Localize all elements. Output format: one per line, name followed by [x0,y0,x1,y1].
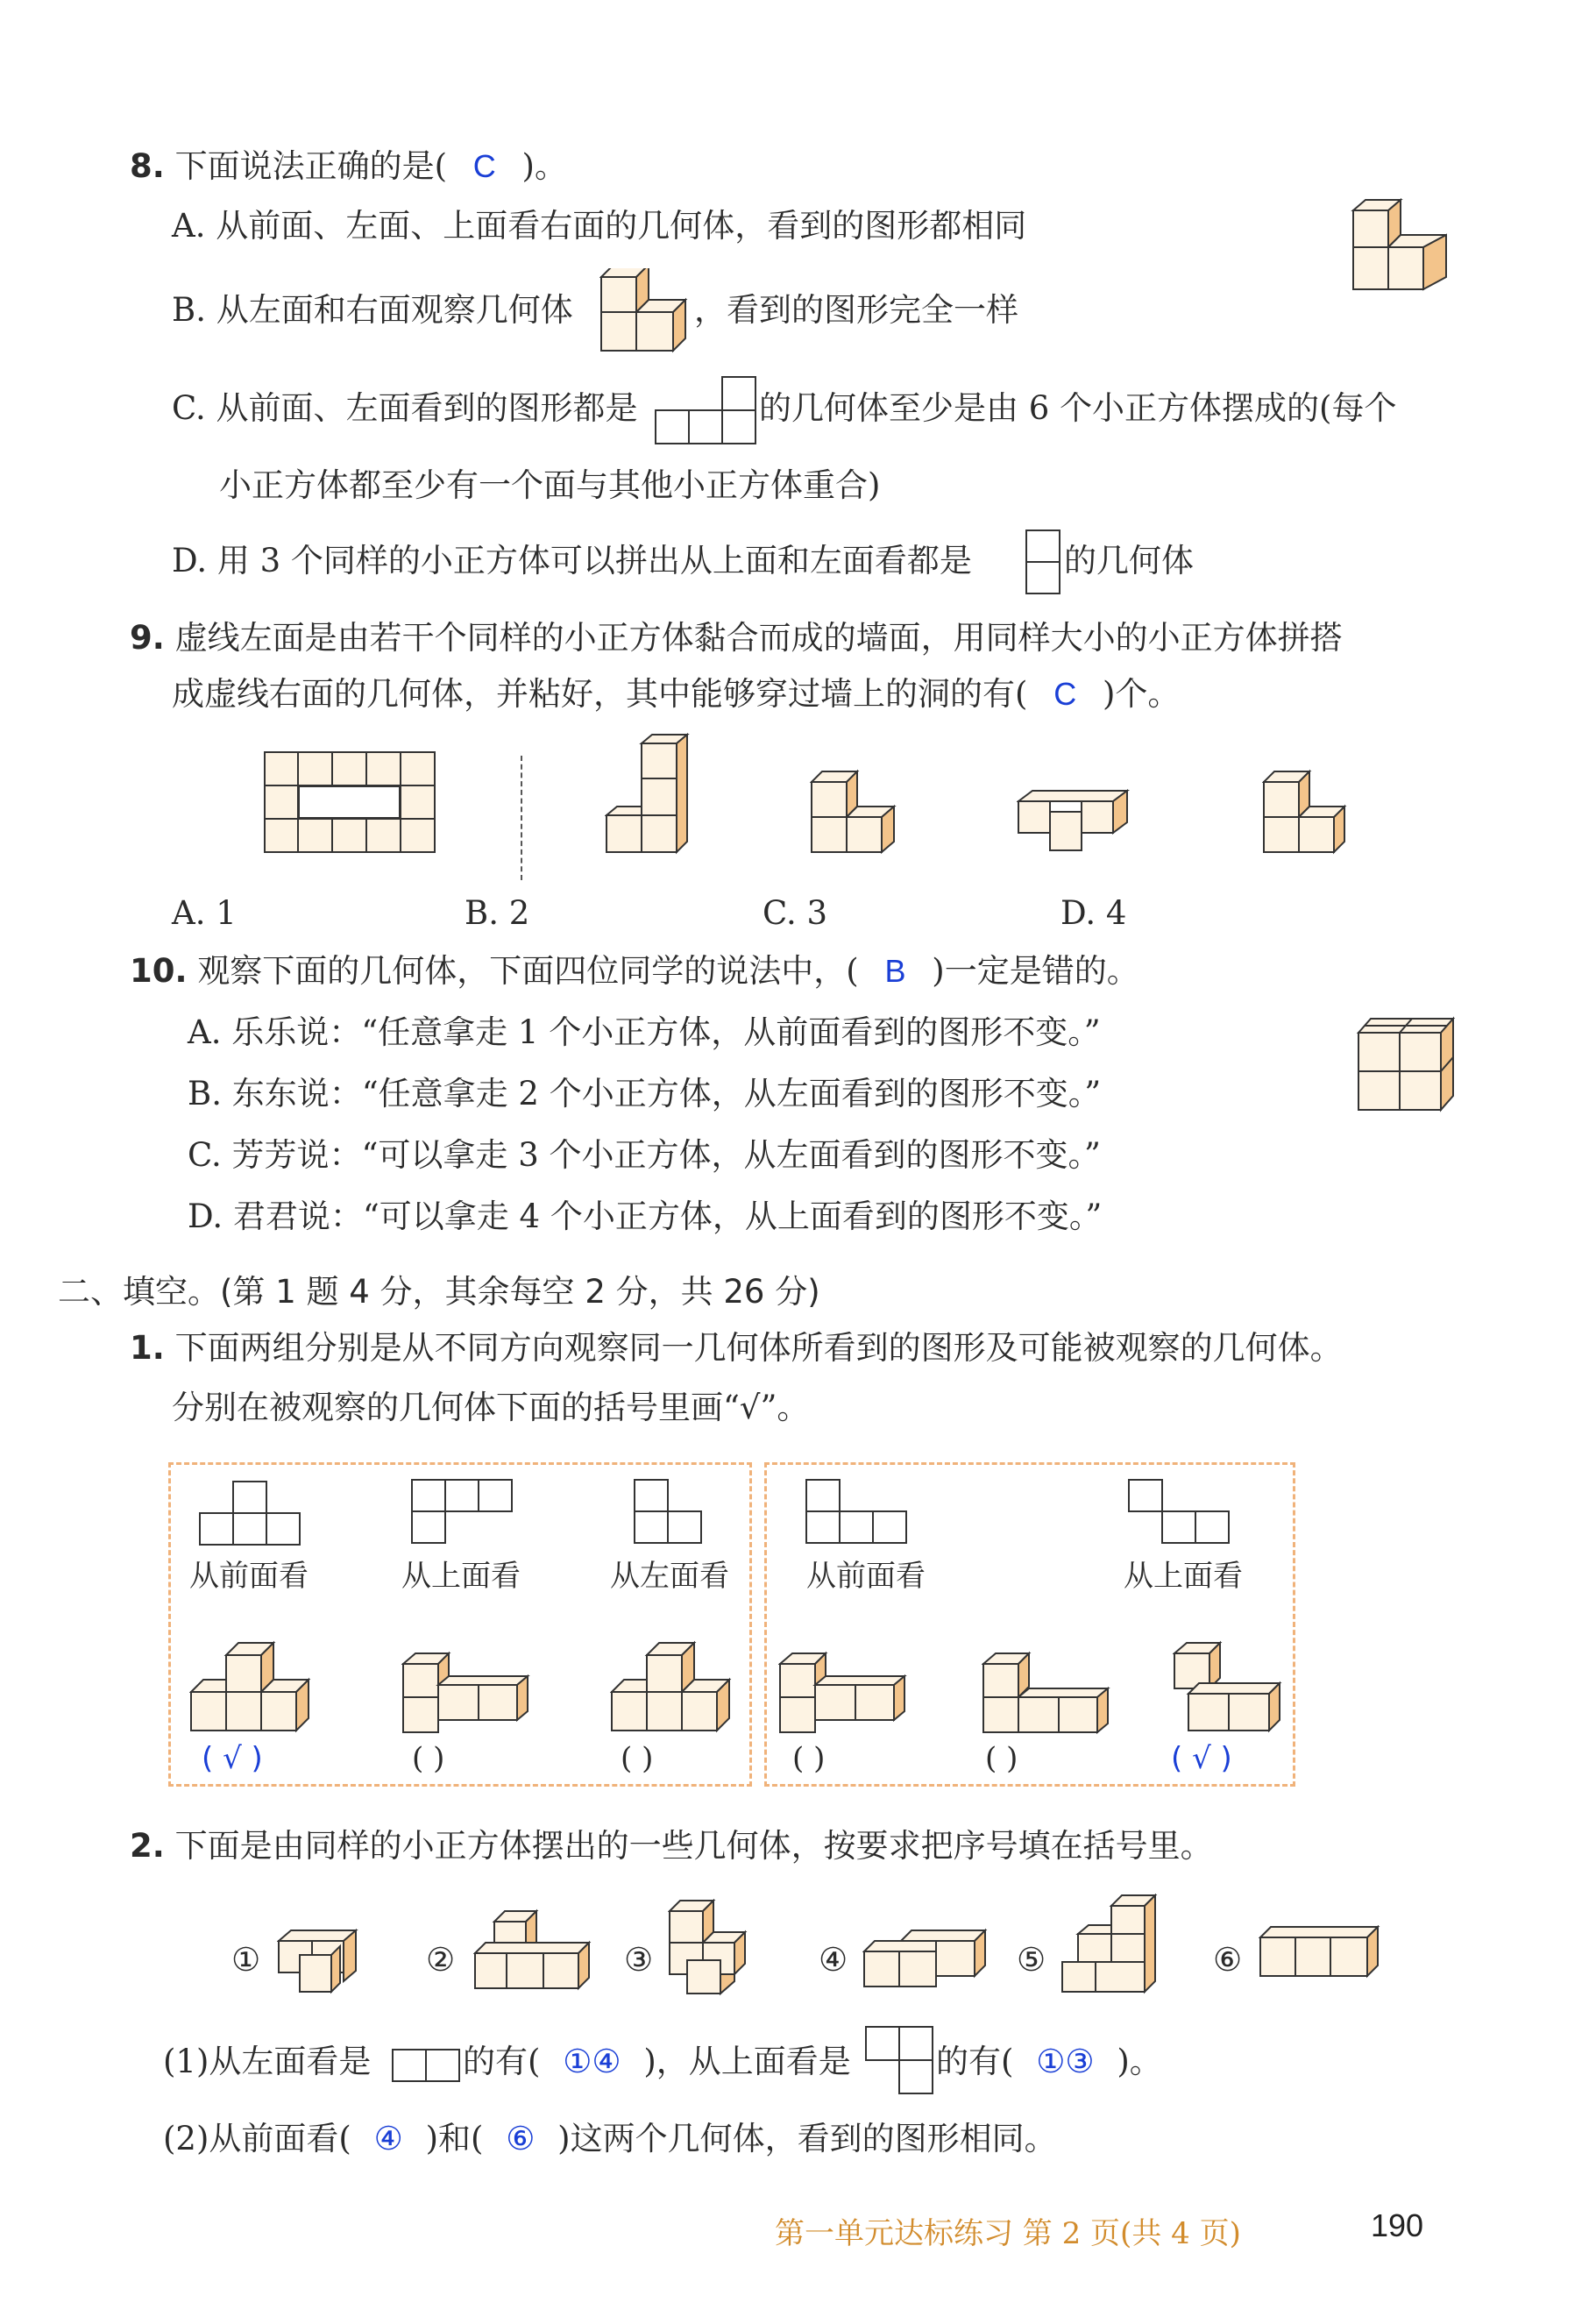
g1-answer-a: ( √ ) [202,1741,263,1776]
g2-answer-paren-b[interactable]: ( ) [985,1741,1018,1776]
f1-line2: 分别在被观察的几何体下面的括号里画“√”。 [172,1389,810,1426]
g2-label-top: 从上面看 [1124,1559,1243,1594]
q9-text2b: )个。 [1102,675,1181,713]
g2-answer-paren-a[interactable]: ( ) [792,1741,826,1776]
g1-top-view [410,1478,517,1548]
f2-p1-part2 [463,2043,851,2081]
f2-p1-end: )。 [1117,2043,1162,2080]
g2-solid-a [778,1650,910,1738]
q8-option-c-part2: 的几何体至少是由 6 个小正方体摆成的(每个 [759,389,1397,427]
q9-option-d: D. 4 [1060,894,1127,932]
q8-option-b-part1: B. 从左面和右面观察几何体 [172,291,573,329]
q8-option-d-part2: 的几何体 [1064,542,1194,579]
q9-solid-1 [605,733,701,856]
g1-solid-b [401,1650,533,1738]
f1-text1: 下面两组分别是从不同方向观察同一几何体所看到的图形及可能被观察的几何体。 [174,1329,1343,1367]
f2-p2 [163,2120,1057,2158]
q8-stem: 下面说法正确的是( [174,147,448,185]
f2-p2-part2: )和( [425,2120,484,2157]
q9-line2 [172,675,1180,714]
f2-answer-3: ④ [373,2120,403,2157]
q9-number: 9. [130,619,165,657]
q10-stem2: )一定是错的。 [932,952,1139,990]
f2-mark-1: ① [231,1941,261,1979]
f2-p1-part1: (1)从左面看是 [163,2043,372,2080]
f2-solid-1 [277,1925,365,1995]
g1-solid-a [189,1639,321,1736]
f2-p1-top-text: )，从上面看是 [643,2043,851,2080]
q8-d-view-figure [1024,528,1064,598]
q10-option-c: C. 芳芳说：“可以拿走 3 个小正方体，从左面看到的图形不变。” [188,1136,1101,1174]
q9-solid-4 [1262,768,1350,856]
q9-solid-2 [810,756,915,856]
q9-text1: 虚线左面是由若干个同样的小正方体黏合而成的墙面，用同样大小的小正方体拼搭 [174,619,1343,657]
q10-option-b: B. 东东说：“任意拿走 2 个小正方体，从左面看到的图形不变。” [188,1075,1102,1112]
q10-option-a: A. 乐乐说：“任意拿走 1 个小正方体，从前面看到的图形不变。” [188,1013,1101,1051]
g2-answer-c: ( √ ) [1171,1741,1232,1776]
g2-answer-paren-c[interactable] [1171,1741,1232,1776]
g2-solid-c [1173,1639,1287,1736]
q8-option-a: A. 从前面、左面、上面看右面的几何体，看到的图形都相同 [172,207,1027,245]
f2-answer-1: ①④ [563,2043,621,2080]
g1-label-top: 从上面看 [401,1559,521,1594]
q9-solid-3 [1017,787,1136,857]
footer-unit-title: 第一单元达标练习 第 2 页(共 4 页) [775,2216,1241,2251]
q8-answer: C [472,148,496,184]
f2-mark-2: ② [426,1941,456,1979]
page-number: 190 [1371,2207,1424,2243]
q8-b-solid-figure [599,268,696,356]
f1-number: 1. [130,1329,165,1367]
g1-front-view [198,1480,305,1548]
f2-p1-view-left [391,2046,463,2085]
f2-p1-has2: 的有( [936,2043,1014,2080]
q9-wall-figure [263,750,438,856]
f2-mark-6: ⑥ [1213,1941,1243,1979]
g1-answer-paren-b[interactable]: ( ) [412,1741,445,1776]
q10-option-d: D. 君君说：“可以拿走 4 个小正方体，从上面看到的图形不变。” [188,1198,1103,1235]
q8-option-c-part3: 小正方体都至少有一个面与其他小正方体重合) [219,466,881,504]
f2-p2-part1: (2)从前面看( [163,2120,351,2157]
q9-option-b: B. 2 [465,894,530,932]
section2-title: 二、填空。(第 1 题 4 分，其余每空 2 分，共 26 分) [58,1273,820,1311]
f2-mark-4: ④ [819,1941,848,1979]
f2-solid-3 [668,1899,755,1997]
q9-line1 [130,619,1343,657]
q10-number: 10. [130,952,188,990]
g1-solid-c [610,1639,741,1736]
q8-c-view-figure [654,373,759,447]
f2-mark-3: ③ [624,1941,654,1979]
g2-solid-b [982,1650,1113,1738]
f2-p1-part3 [936,2043,1162,2081]
f1-line1 [130,1329,1343,1368]
f2-line [130,1827,1213,1866]
q10-answer: B [884,953,906,989]
f2-solid-4 [862,1925,994,1995]
g2-label-front: 从前面看 [806,1559,926,1594]
q8-number: 8. [130,147,165,185]
f2-solid-6 [1259,1925,1381,1983]
q8-a-solid-figure [1350,198,1455,295]
g1-label-left: 从左面看 [610,1559,729,1594]
q10-line [130,952,1139,991]
q8-option-d-part1: D. 用 3 个同样的小正方体可以拼出从上面和左面看都是 [172,542,972,579]
f2-solid-5 [1060,1894,1166,1997]
q8-option-c-part1: C. 从前面、左面看到的图形都是 [172,389,638,427]
q9-option-c: C. 3 [763,894,828,932]
g1-answer-paren-c[interactable]: ( ) [621,1741,654,1776]
f2-number: 2. [130,1827,165,1865]
f2-p2-part3: )这两个几何体，看到的图形相同。 [557,2120,1057,2157]
f2-answer-4: ⑥ [506,2120,536,2157]
q8-stem-end: )。 [521,147,567,185]
q9-option-a: A. 1 [172,894,237,932]
g1-answer-paren-a[interactable] [202,1741,263,1776]
g2-top-view [1127,1478,1234,1548]
f2-p1-has1: 的有( [463,2043,541,2080]
q10-stem1: 观察下面的几何体，下面四位同学的说法中，( [197,952,859,990]
f2-solid-2 [473,1908,596,1995]
q9-text2a: 成虚线右面的几何体，并粘好，其中能够穿过墙上的洞的有( [172,675,1028,713]
q10-solid-figure [1355,1013,1457,1115]
f2-p1-view-top [864,2025,936,2097]
q9-dashed-divider [521,756,522,880]
q9-answer: C [1053,676,1077,712]
f2-answer-2: ①③ [1036,2043,1095,2080]
f2-stem: 下面是由同样的小正方体摆出的一些几何体，按要求把序号填在括号里。 [174,1827,1213,1865]
q8-option-b-part2: ，看到的图形完全一样 [694,291,1018,329]
g1-left-view [633,1478,708,1548]
g1-label-front: 从前面看 [189,1559,309,1594]
g2-front-view [805,1478,911,1548]
f2-mark-5: ⑤ [1017,1941,1046,1979]
q8-line [130,147,567,186]
